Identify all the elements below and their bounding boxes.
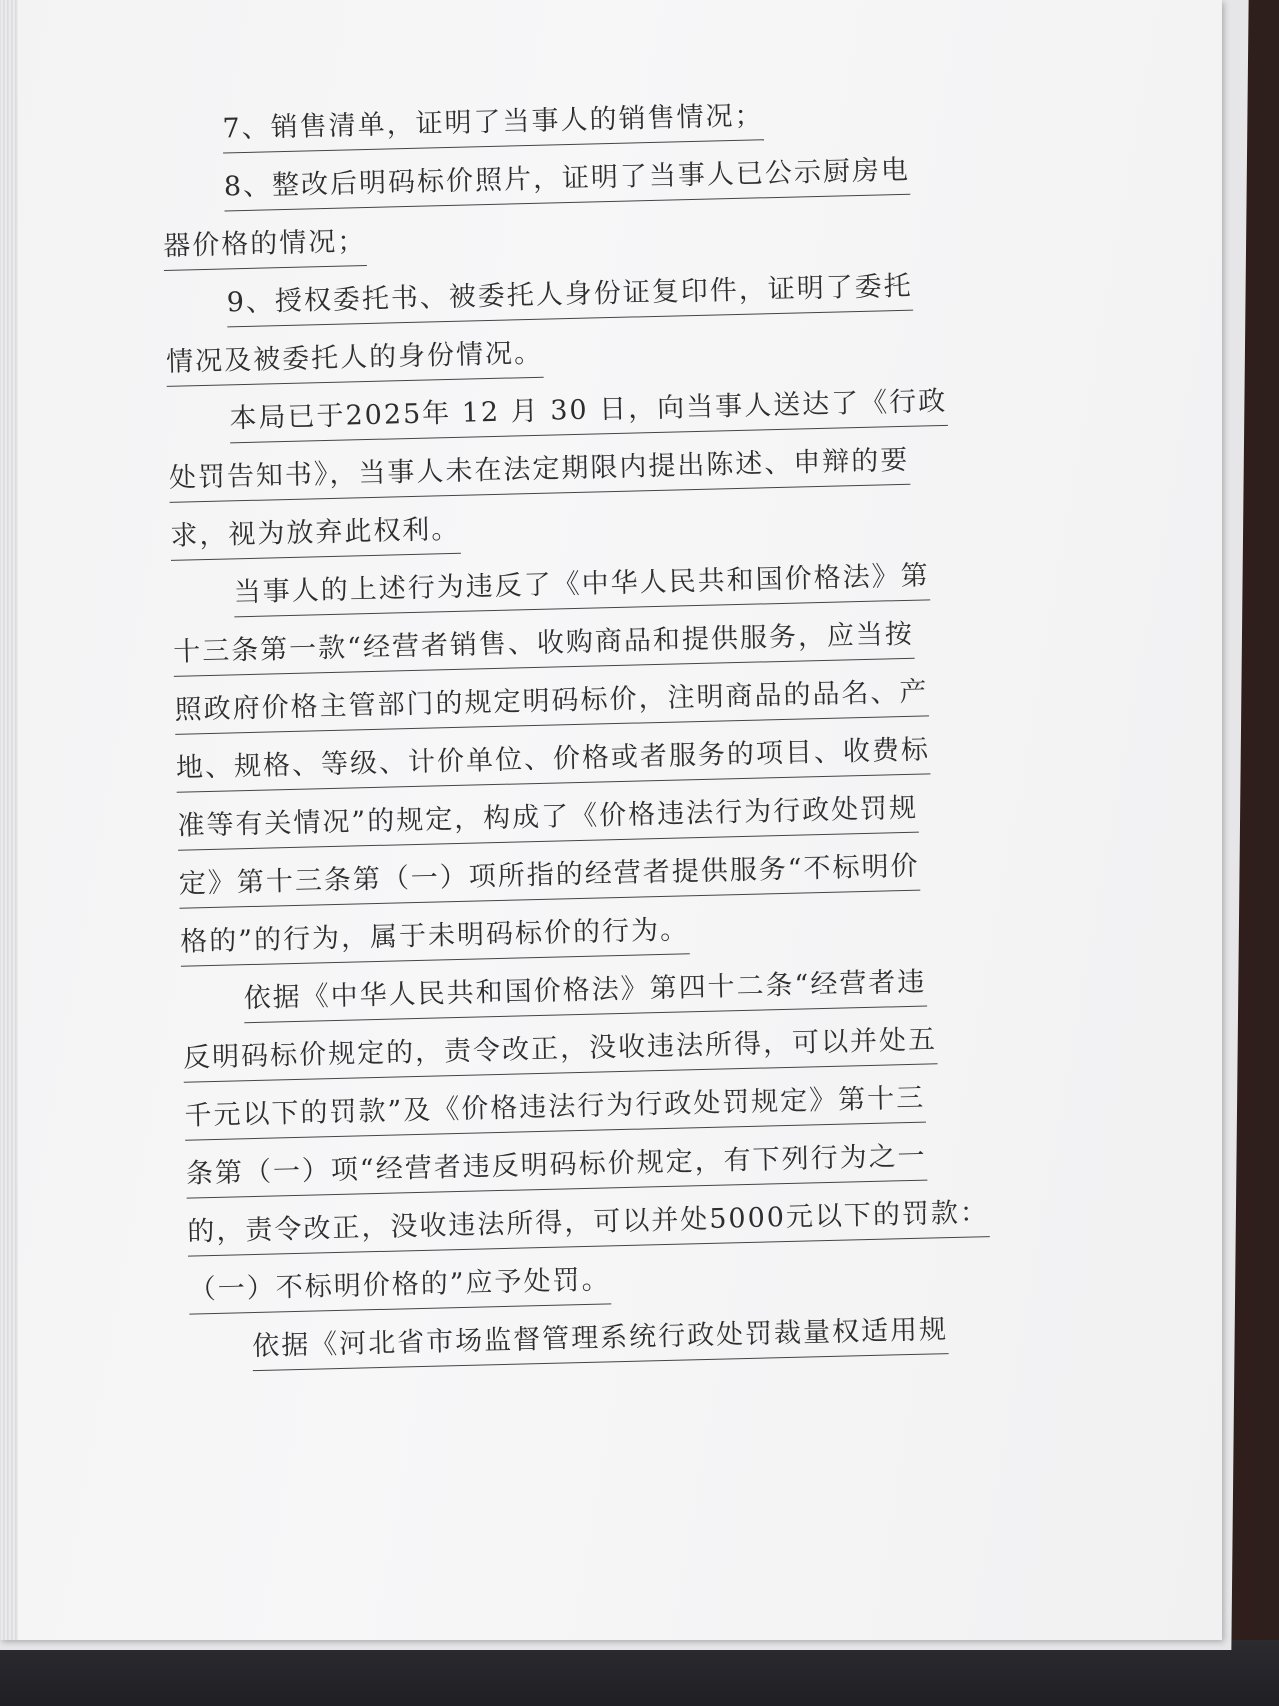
document-line-text: 的，责令改正，没收违法所得，可以并处5000元以下的罚款： xyxy=(187,1192,990,1257)
document-line-text: （一）不标明价格的”应予处罚。 xyxy=(188,1259,611,1314)
document-line-text: 依据《中华人民共和国价格法》第四十二条“经营者违 xyxy=(243,962,927,1024)
document-line-text: 依据《河北省市场监督管理系统行政处罚裁量权适用规 xyxy=(252,1309,949,1371)
document-line-text: 处罚告知书》，当事人未在法定期限内提出陈述、申辩的要 xyxy=(169,440,910,503)
document-line-text: 8、整改后明码标价照片，证明了当事人已公示厨房电 xyxy=(223,150,910,212)
document-line-text: 十三条第一款“经营者销售、收购商品和提供服务，应当按 xyxy=(173,614,915,677)
document-line-text: 器价格的情况； xyxy=(163,221,367,271)
document-line-text: 7、销售清单，证明了当事人的销售情况； xyxy=(222,95,764,153)
document-line-text: 本局已于2025年 12 月 30 日，向当事人送达了《行政 xyxy=(229,381,948,444)
document-line-text: 情况及被委托人的身份情况。 xyxy=(166,333,544,387)
document-line-text: 准等有关情况”的规定，构成了《价格违法行为行政处罚规 xyxy=(177,788,919,851)
paper-stack-edge xyxy=(0,0,18,1640)
document-line-text: 照政府价格主管部门的规定明码标价，注明商品的品名、产 xyxy=(174,671,929,734)
document-line-text: 9、授权委托书、被委托人身份证复印件，证明了委托 xyxy=(226,266,913,328)
document-line-text: 条第（一）项“经营者违反明码标价规定，有下列行为之一 xyxy=(186,1136,928,1199)
document-line-text: 当事人的上述行为违反了《中华人民共和国价格法》第 xyxy=(233,555,930,617)
document-body xyxy=(160,88,1091,1386)
document-line-text: 千元以下的罚款”及《价格违法行为行政处罚规定》第十三 xyxy=(184,1078,926,1141)
document-line-text: 地、规格、等级、计价单位、价格或者服务的项目、收费标 xyxy=(176,729,931,792)
document-line-text: 求，视为放弃此权利。 xyxy=(170,509,461,561)
document-line-text: 定》第十三条第（一）项所指的经营者提供服务“不标明价 xyxy=(178,846,920,909)
document-line-text: 反明码标价规定的，责令改正，没收违法所得，可以并处五 xyxy=(183,1019,938,1082)
document-line-text: 格的”的行为，属于未明码标价的行为。 xyxy=(180,909,690,966)
